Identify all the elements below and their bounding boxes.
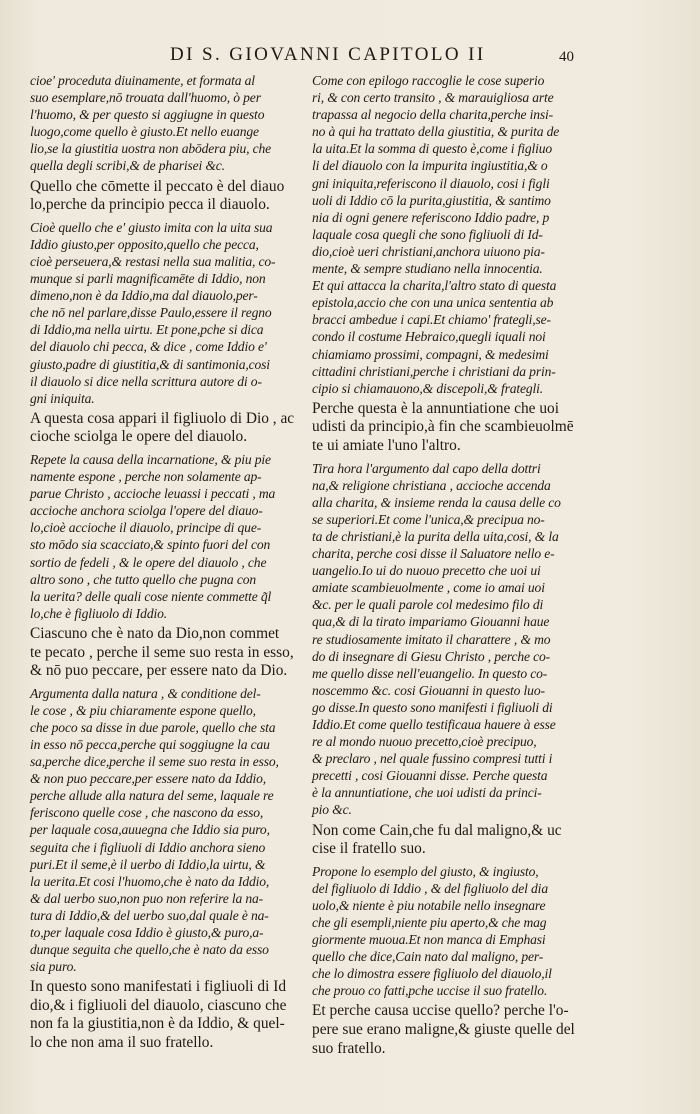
scripture-verse: Non come Cain,che fu dal maligno,& uc cise il fratello suo. (312, 821, 562, 858)
page-header (28, 44, 678, 72)
commentary-paragraph: Tira hora l'argumento dal capo della dottri na,& religione christiana , accioche accenda alla charita, & insieme renda la causa delle co se superiori.Et come l'unica,& precipua no- ta de christiani,è la purita della uita,cosi, & la charita, perche cosi disse il Saluatore nello e- uangelio.Io ui do nuouo precetto che uoi ui amiate scambieuolmente , come io amai uoi &c. per le quali parole col medesimo filo di qua,& di la tirato impariamo Giouanni haue re studiosamente imitato il charattere , & mo do di insegnare di Giesu Christo , perche co- me quello disse nell'euangelio. In questo co- noscemmo &c. cosi Giouanni in questo luo- go disse.In questo sono manifesti i figliuoli di Iddio.Et come quello testificaua hauere à esse re al mondo nuouo precetto,cioè precipuo, & preclaro , nel quale fussino compresi tutti i precetti , cosi Giouanni disse. Perche questa è la annuntiatione, che uoi udisti da princi- pio &c. (312, 460, 561, 818)
scripture-verse: Perche questa è la annuntiatione che uoi udisti da principio,à fin che scambieuolmē te ui amiate l'uno l'altro. (312, 399, 574, 454)
commentary-paragraph: Repete la causa della incarnatione, & piu pie namente espone , perche non solamente ap- parue Christo , accioche leuassi i peccati , ma accioche anchora sciolga l'opere del diauo- lo,cioè accioche il diauolo, principe di que- sto mōdo sia scacciato,& spinto fuori del con sortio de fedeli , & le opere del diauolo , che altro sono , che tutto quello che pugna con la uerita? delle quali cose niente commette q̃l lo,che è figliuolo di Iddio. (30, 451, 276, 621)
folio-number: 40 (559, 49, 574, 65)
commentary-paragraph: cioe' proceduta diuinamente, et formata al suo esemplare,nō trouata dall'huomo, ò per l'huomo, & per questo si aggiugne in questo luogo,come quello è giusto.Et nello euange lio,se la giustitia uostra non abōdera piu, che quella degli scribi,& de pharisei &c. (30, 73, 272, 174)
scripture-verse: In questo sono manifestati i figliuoli di Id dio,& i figliuoli del diauolo, ciascuno che non fa la giustitia,non è da Iddio, & quel- lo che non ama il suo fratello. (30, 978, 287, 1052)
running-title: DI S. GIOVANNI CAPITOLO II (170, 44, 486, 65)
scripture-verse: Quello che cōmette il peccato è del diauo lo,perche da principio pecca il diauolo. (30, 177, 285, 214)
commentary-paragraph: Propone lo esemplo del giusto, & ingiusto, del figliuolo di Iddio , & del figliuolo del dia uolo,& niente è piu notabile nello insegnare che gli esempli,niente piu aperto,& che mag giormente muoua.Et non manca di Emphasi quello che dice,Cain nato dal maligno, per- che lo dimostra essere figliuolo del diauolo,il che prouo co fatti,pche uccise il suo fratello. (312, 863, 552, 999)
scripture-verse: Et perche causa uccise quello? perche l'o- pere sue erano maligne,& giuste quelle del suo fratello. (312, 1002, 575, 1057)
commentary-paragraph: Argumenta dalla natura , & conditione del- le cose , & piu chiaramente espone quello, che poco sa disse in due parole, quello che sta in esso nō pecca,perche qui soggiugne la cau sa,perche dice,perche il seme suo resta in esso, & non puo peccare,per essere nato da Iddio, perche allude alla natura del seme, laquale re feriscono quelle cose , che nascono da esso, per laquale cosa,auuegna che Iddio sia puro, seguita che i figliuoli di Iddio anchora sieno puri.Et il seme,è il uerbo di Iddio,la uirtu, & la uerita.Et cosi l'huomo,che è nato da Iddio, & dal uerbo suo,non puo non referire la na- tura di Iddio,& del uerbo suo,dal quale è na- to,per laquale cosa Iddio è giusto,& puro,a- dunque seguita che quello,che è nato da esso sia puro. (30, 685, 279, 975)
commentary-paragraph: Come con epilogo raccoglie le cose superio ri, & con certo transito , & marauigliosa arte trapassa al negocio della charita,perche insi- no à qui ha trattato della giustitia, & purita de la uita.Et la somma di questo è,come i figliuo li del diauolo con la impurita ingiustitia,& o gni iniquita,referiscono il diauolo, cosi i figli uoli di Iddio cō la purita,giustitia, & santimo nia di ogni genere referiscono Iddio padre, p laquale cosa quegli che sono figliuoli di Id- dio,cioè ueri christiani,anchora uiuono pia- mente, & sempre studiano nella innocentia. Et qui attacca la charita,l'altro stato di questa epistola,accio che con una unica sententia ab bracci ambedue i capi.Et chiamo' frategli,se- condo il costume Hebraico,quegli iquali noi chiamiamo prossimi, compagni, & medesimi cittadini christiani,perche i christiani da prin- cipio si chiamauono,& discepoli,& frategli. (312, 73, 560, 396)
scripture-verse: A questa cosa appari il figliuolo di Dio , ac cioche sciolga le opere del diauolo. (30, 409, 295, 446)
right-column (312, 72, 586, 1062)
scripture-verse: Ciascuno che è nato da Dio,non commet te pecato , perche il seme suo resta in esso, & nō puo peccare, per essere nato da Dio. (30, 624, 294, 680)
commentary-paragraph: Cioè quello che e' giusto imita con la uita sua Iddio giusto,per opposito,quello che pecca, cioè perseuera,& restasi nella sua malitia, co- munque si parli magnificamēte di Iddio, non dimeno,non è da Iddio,ma dal diauolo,per- che nō nel parlare,disse Paulo,essere il regno di Iddio,ma nella uirtu. Et pone,pche si dica del diauolo chi pecca, & dice , come Iddio e' giusto,padre di giustitia,& di santimonia,cosi il diauolo si dice nella scrittura autore di o- gni iniquita. (30, 219, 276, 406)
left-column (30, 72, 300, 1057)
